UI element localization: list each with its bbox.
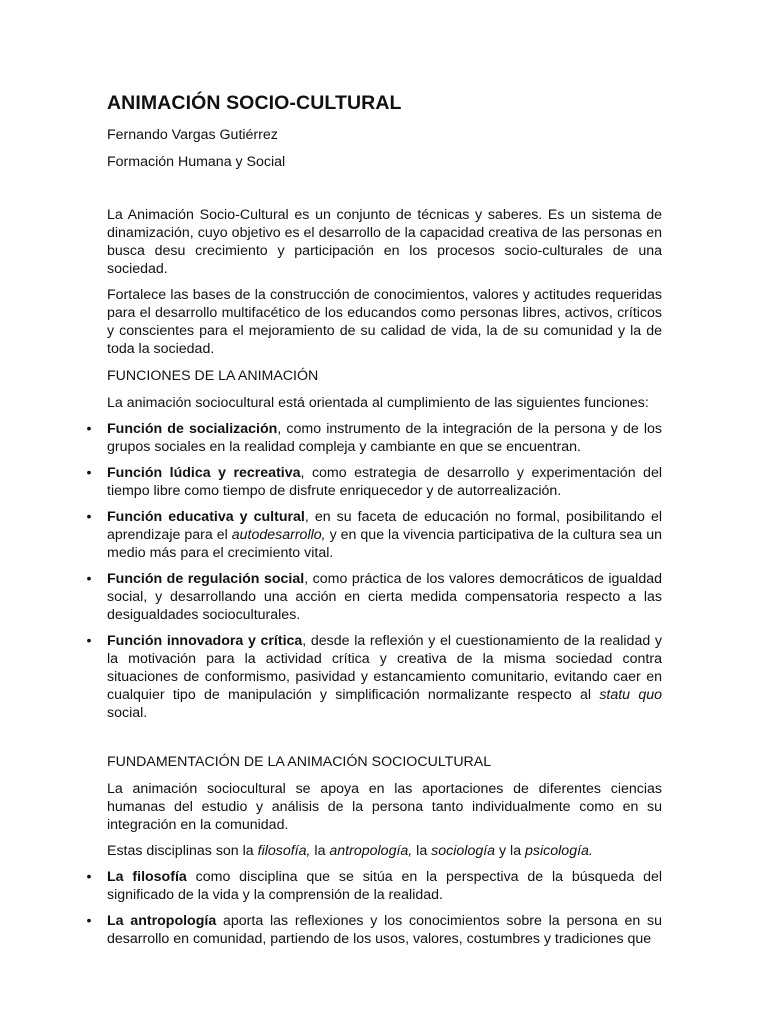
section-heading-fundamentacion: FUNDAMENTACIÓN DE LA ANIMACIÓN SOCIOCULTURAL — [107, 754, 492, 770]
list-item-text: aporta las reflexiones y los conocimientos sobre la persona en su desarrollo en comunidad, partiendo de los usos, valores, costumbres y tradiciones que — [107, 913, 663, 947]
section-heading-funciones: FUNCIONES DE LA ANIMACIÓN — [107, 368, 319, 384]
fundamentacion-list — [86, 868, 663, 948]
funciones-intro: La animación sociocultural está orientada al cumplimiento de las siguientes funciones: — [107, 395, 649, 411]
bullet-marker: • — [86, 509, 92, 525]
list-item-term: Función de regulación social — [107, 571, 305, 587]
disciplines-paragraph — [107, 842, 662, 860]
list-item-text: , desde la reflexión y el cuestionamiento de la realidad y la motivación para la actividad crítica y creativa de la misma sociedad contra situaciones de conformismo, pasividad y estancamiento comunitario, evitando caer en cualquier tipo de manipulación y simplificación normalizante respecto al — [107, 633, 662, 703]
list-item-text: social. — [107, 705, 148, 721]
list-item-text: y en que la vivencia participativa de la cultura sea un medio más para el crecimiento vital. — [107, 527, 662, 561]
list-item-antropologia — [86, 912, 663, 948]
disciplines-text: Estas disciplinas son la — [107, 843, 258, 859]
list-item-term: Función lúdica y recreativa — [107, 465, 301, 481]
funciones-list — [86, 420, 663, 722]
list-item-emphasis: autodesarrollo, — [231, 527, 326, 543]
disciplines-text: la — [412, 843, 432, 859]
discipline-antropologia: antropología, — [329, 843, 413, 859]
fundamentacion-paragraph: La animación sociocultural se apoya en las aportaciones de diferentes ciencias humanas del estudio y análisis de la persona tanto individualmente como en su integración en la comunidad. — [107, 781, 662, 833]
bullet-marker: • — [86, 465, 92, 481]
disciplines-text: la — [310, 843, 330, 859]
document-body — [86, 91, 663, 948]
list-item-text: como disciplina que se sitúa en la perspectiva de la búsqueda del significado de la vida y la comprensión de la realidad. — [107, 869, 663, 903]
intro-paragraph-1: La Animación Socio-Cultural es un conjunto de técnicas y saberes. Es un sistema de dinamización, cuyo objetivo es el desarrollo de la capacidad creativa de las personas en busca desu crecimiento y participación en los procesos socio-culturales de una sociedad. — [107, 207, 662, 277]
list-item-socializacion — [86, 420, 663, 456]
list-item-educativa — [86, 508, 662, 562]
list-item-text: , en su faceta de educación no formal, posibilitando el aprendizaje para el — [107, 509, 662, 543]
bullet-marker: • — [86, 633, 92, 649]
discipline-filosofia: filosofía, — [257, 843, 311, 859]
list-item-text: , como práctica de los valores democráticos de igualdad social, y desarrollando una acción en cierta medida compensatoria respecto a las desigualdades socioculturales. — [107, 571, 662, 623]
list-item-text: , como estrategia de desarrollo y experimentación del tiempo libre como tiempo de disfrute enriquecedor y de autorrealización. — [107, 465, 662, 499]
disciplines-text: y la — [495, 843, 526, 859]
list-item-regulacion — [86, 570, 662, 624]
list-item-filosofia — [86, 868, 663, 904]
discipline-sociologia: sociología — [431, 843, 496, 859]
list-item-innovadora — [86, 632, 663, 722]
bullet-marker: • — [86, 869, 92, 885]
bullet-marker: • — [86, 913, 92, 929]
list-item-text: , como instrumento de la integración de la persona y de los grupos sociales en la realidad compleja y cambiante en que se encuentran. — [107, 421, 663, 455]
list-item-ludica — [86, 464, 662, 500]
intro-paragraph-2: Fortalece las bases de la construcción de conocimientos, valores y actitudes requeridas para el desarrollo multifacético de los educandos como personas libres, activos, críticos y conscientes para el mejoramiento de su calidad de vida, la de su comunidad y la de toda la sociedad. — [107, 287, 662, 357]
list-item-term: Función innovadora y crítica — [107, 633, 303, 649]
bullet-marker: • — [86, 571, 92, 587]
list-item-term: Función educativa y cultural — [107, 509, 305, 525]
document-title: ANIMACIÓN SOCIO-CULTURAL — [107, 92, 402, 114]
list-item-term: Función de socialización — [107, 421, 278, 437]
discipline-psicologia: psicología. — [525, 843, 593, 859]
list-item-term: La antropología — [107, 913, 217, 929]
bullet-marker: • — [86, 421, 92, 437]
author-line: Fernando Vargas Gutiérrez — [107, 127, 278, 143]
list-item-emphasis: statu quo — [599, 687, 663, 703]
subject-line: Formación Humana y Social — [107, 154, 286, 170]
list-item-term: La filosofía — [107, 869, 187, 885]
